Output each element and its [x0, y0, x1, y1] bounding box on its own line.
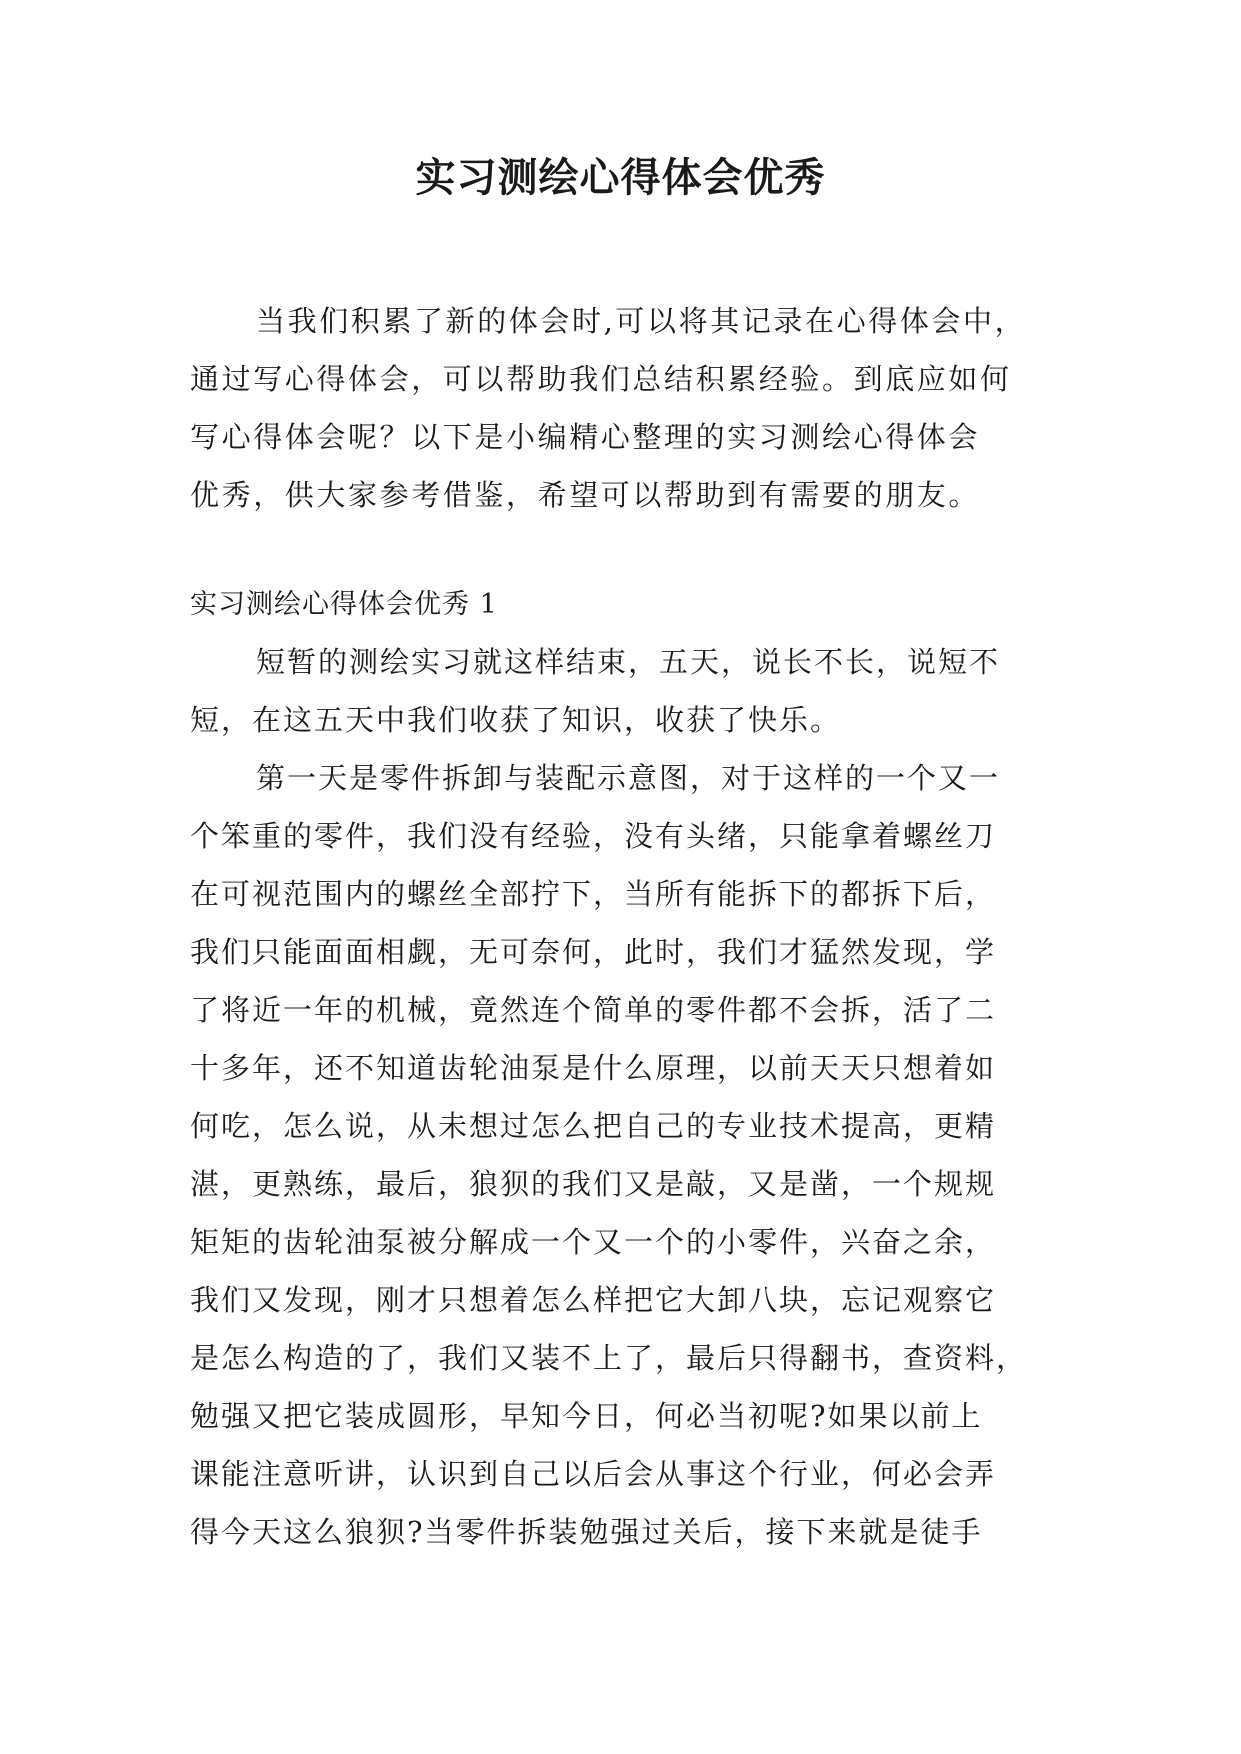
intro-line: 当我们积累了新的体会时,可以将其记录在心得体会中，	[256, 304, 1027, 338]
paragraph-line: 湛，更熟练，最后，狼狈的我们又是敲，又是凿，一个规规	[190, 1167, 997, 1201]
paragraph-line: 勉强又把它装成圆形，早知今日，何必当初呢?如果以前上	[190, 1399, 983, 1433]
intro-line: 通过写心得体会，可以帮助我们总结积累经验。到底应如何	[190, 362, 1012, 396]
document-title: 实习测绘心得体会优秀	[415, 154, 826, 201]
paragraph-line: 短暂的测绘实习就这样结束，五天，说长不长，说短不	[256, 645, 1001, 679]
paragraph-line: 了将近一年的机械，竟然连个简单的零件都不会拆，活了二	[190, 993, 997, 1027]
paragraph-line: 课能注意听讲，认识到自己以后会从事这个行业，何必会弄	[190, 1457, 997, 1491]
paragraph-line: 我们又发现，刚才只想着怎么样把它大卸八块，忘记观察它	[190, 1283, 997, 1317]
intro-paragraph	[190, 292, 1050, 524]
intro-line: 优秀，供大家参考借鉴，希望可以帮助到有需要的朋友。	[190, 478, 981, 512]
paragraph-line: 是怎么构造的了，我们又装不上了，最后只得翻书，查资料，	[190, 1341, 1028, 1375]
paragraph-line: 短，在这五天中我们收获了知识，收获了快乐。	[190, 703, 842, 737]
section-1	[190, 585, 1050, 1561]
paragraph-line: 何吃，怎么说，从未想过怎么把自己的专业技术提高，更精	[190, 1109, 997, 1143]
paragraph-line: 矩矩的齿轮油泵被分解成一个又一个的小零件，兴奋之余，	[190, 1225, 997, 1259]
paragraph-line: 我们只能面面相觑，无可奈何，此时，我们才猛然发现，学	[190, 935, 997, 969]
paragraph-line: 第一天是零件拆卸与装配示意图，对于这样的一个又一	[256, 761, 1001, 795]
paragraph-line: 十多年，还不知道齿轮油泵是什么原理，以前天天只想着如	[190, 1051, 997, 1085]
paragraph-line: 在可视范围内的螺丝全部拧下，当所有能拆下的都拆下后，	[190, 877, 997, 911]
paragraph-1	[190, 633, 1050, 749]
paragraph-line: 得今天这么狼狈?当零件拆装勉强过关后，接下来就是徒手	[190, 1515, 983, 1549]
paragraph-line: 个笨重的零件，我们没有经验，没有头绪，只能拿着螺丝刀	[190, 819, 997, 853]
intro-line: 写心得体会呢？以下是小编精心整理的实习测绘心得体会	[190, 420, 981, 454]
paragraph-2	[190, 749, 1050, 1561]
section-heading: 实习测绘心得体会优秀 1	[190, 589, 498, 620]
